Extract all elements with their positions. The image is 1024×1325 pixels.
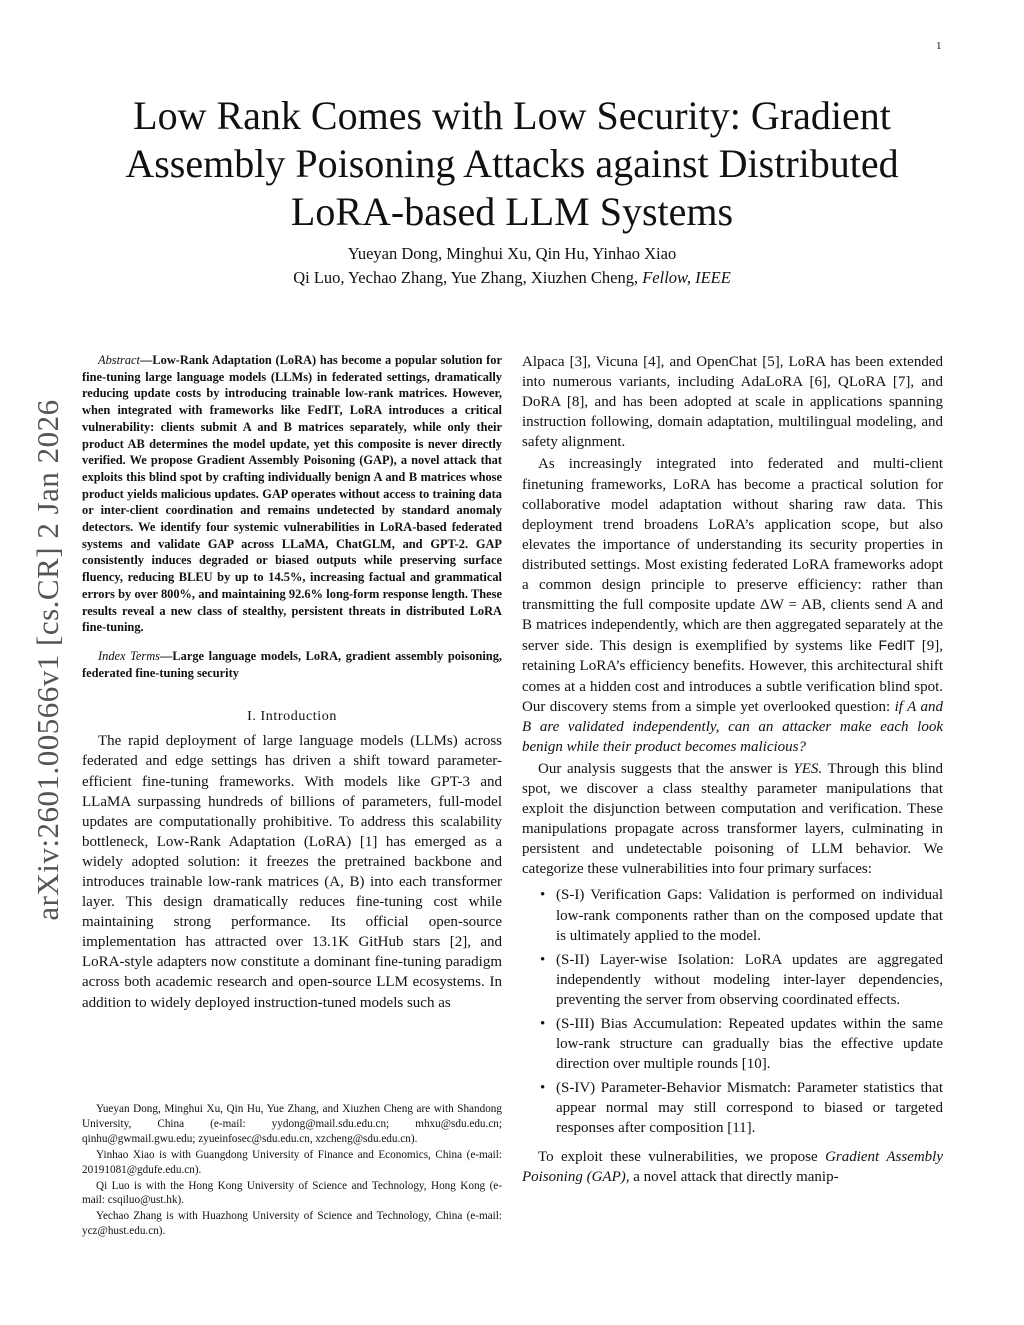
index-terms [82, 648, 502, 681]
intro-p2-part-b: [9], retaining LoRA’s efficiency benefits. However, this architectural shift comes at a hidden cost and introduces a subtle verification blind spot. Our discovery stems from a simple yet overlooked question: [522, 638, 943, 715]
abstract-lead: Abstract [98, 353, 140, 367]
list-item: • (S-I) Verification Gaps: Validation is performed on individual low-rank components rather than on the composed update that is ultimately applied to the model. [556, 885, 943, 945]
intro-paragraph-1: The rapid deployment of large language models (LLMs) across federated and edge settings has driven a shift toward parameter-efficient fine-tuning frameworks. With models like GPT-3 and LLaMA surpassing hundreds of billions of parameters, full-model updates are computationally prohibitive. To address this scalability bottleneck, Low-Rank Adaptation (LoRA) [1] has emerged as a widely adopted solution: it freezes the pretrained backbone and introduces trainable low-rank matrices (A, B) into each transformer layer. This design dramatically reduces fine-tuning cost while maintaining strong performance. Its official open-source implementation has attracted over 13.1K GitHub stars [2], and LoRA-style adapters now constitute a dominant fine-tuning paradigm across both academic research and open-source LLM ecosystems. In addition to widely deployed instruction-tuned models such as [82, 733, 502, 1011]
intro-p3-part-b: Through this blind spot, we discover a class stealthy parameter manipulations that exploit the disjunction between computation and verification. These manipulations propagate across transformer layers, culminating in persistent and undetectable poisoning of LLM behavior. We categorize these vulnerabilities into four primary surfaces: [522, 760, 943, 878]
author-footnotes [82, 1102, 502, 1240]
footnote-2: Yinhao Xiao is with Guangdong University of Finance and Economics, China (e-mail: 20191081@gdufe.edu.cn). [82, 1148, 502, 1176]
paper-title: Low Rank Comes with Low Security: Gradient Assembly Poisoning Attacks against Distributed LoRA-based LLM Systems [125, 93, 899, 234]
intro-p2-part-a: As increasingly integrated into federated and multi-client finetuning frameworks, LoRA has become a practical solution for collaborative model adaptation without sharing raw data. This deployment trend broadens LoRA’s application scope, but also elevates the importance of understanding its security properties in distributed settings. Most existing federated LoRA frameworks adopt a common design principle to preserve efficiency: rather than transmitting the full composite update ΔW = AB, clients send A and B matrices independently, which are then aggregated separately at the server side. This design is exemplified by systems like [522, 456, 943, 655]
index-terms-text: —Large language models, LoRA, gradient assembly poisoning, federated fine-tuning security [82, 648, 502, 680]
page-number: 1 [936, 40, 942, 52]
author-block [100, 242, 924, 290]
intro-paragraph-2 [522, 454, 943, 756]
footnote-1: Yueyan Dong, Minghui Xu, Qin Hu, Yue Zhang, and Xiuzhen Cheng are with Shandong University, China (e-mail: yydong@mail.sdu.edu.cn; mhxu@sdu.edu.cn; qinhu@gwmail.gwu.edu; zyueinfosec@sdu.edu.cn, xzcheng@sdu.edu.cn). [82, 1103, 502, 1145]
arxiv-identifier-stamp[interactable]: arXiv:2601.00566v1 [cs.CR] 2 Jan 2026 [30, 399, 65, 921]
abstract [82, 352, 502, 636]
author-line-2 [100, 266, 924, 290]
author-fellow-title: Fellow, IEEE [642, 268, 731, 287]
list-item: • (S-II) Layer-wise Isolation: LoRA updates are aggregated independently without modeling inter-layer dependencies, preventing the server from observing coordinated effects. [556, 950, 943, 1010]
section-heading-introduction: I. Introduction [247, 709, 337, 725]
abstract-text: —Low-Rank Adaptation (LoRA) has become a popular solution for fine-tuning large language models (LLMs) in federated settings, dramatically reducing update costs by introducing trainable low-rank matrices. However, when integrated with frameworks like FedIT, LoRA introduces a critical vulnerability: clients submit A and B matrices separately, while only their product AB determines the model update, yet this composite is never directly verified. We propose Gradient Assembly Poisoning (GAP), a novel attack that exploits this blind spot by crafting individually benign A and B matrices whose product yields malicious updates. GAP operates without access to training data or inter-client coordination and remains undetected by standard anomaly detectors. We identify four systemic vulnerabilities in LoRA-based federated systems and validate GAP across LLaMA, ChatGLM, and GPT-2. GAP consistently induces degraded or biased outputs while preserving surface fluency, reducing BLEU by up to 14.5%, increasing factual and grammatical errors by over 800%, and maintaining 92.6% long-form response length. These results reveal a new class of stealthy, persistent threats in distributed LoRA fine-tuning. [82, 353, 502, 635]
author-line-1: Yueyan Dong, Minghui Xu, Qin Hu, Yinhao Xiao [347, 244, 677, 263]
gap-name: Gradient Assembly Poisoning (GAP) [522, 1148, 944, 1185]
index-terms-lead: Index Terms [98, 648, 160, 663]
list-item: • (S-III) Bias Accumulation: Repeated updates within the same low-rank structure can gradually bias the effective update direction over multiple rounds [10]. [556, 1014, 943, 1074]
right-column [522, 352, 943, 1187]
intro-p3-part-a: Our analysis suggests that the answer is [538, 760, 794, 777]
research-question: if A and B are validated independently, can an attacker make each look benign while their product becomes malicious? [522, 698, 943, 755]
intro-p4-part-b: , a novel attack that directly manip- [625, 1168, 839, 1185]
intro-paragraph-4 [522, 1147, 943, 1187]
intro-paragraph-continued: Alpaca [3], Vicuna [4], and OpenChat [5], LoRA has been extended into numerous variants, including AdaLoRA [6], QLoRA [7], and DoRA [8], and has been adopted at scale in applications spanning instruction following, domain adaptation, multilingual modeling, and safety alignment. [522, 354, 943, 451]
fedit-name: FedIT [878, 637, 916, 654]
footnote-4: Yechao Zhang is with Huazhong University of Science and Technology, China (e-mail: ycz@hust.edu.cn). [82, 1210, 502, 1238]
intro-p4-part-a: To exploit these vulnerabilities, we propose [538, 1148, 826, 1165]
list-item: • (S-IV) Parameter-Behavior Mismatch: Parameter statistics that appear normal may still correspond to biased or targeted responses after composition [11]. [556, 1078, 943, 1138]
author-line-2-names: Qi Luo, Yechao Zhang, Yue Zhang, Xiuzhen Cheng, [293, 268, 643, 287]
intro-paragraph-3 [522, 759, 943, 880]
vulnerability-list [522, 885, 943, 1138]
footnote-3: Qi Luo is with the Hong Kong University of Science and Technology, Hong Kong (e-mail: csqiluo@ust.hk). [82, 1179, 502, 1207]
answer-yes: YES. [793, 760, 823, 777]
left-column [82, 352, 502, 1013]
